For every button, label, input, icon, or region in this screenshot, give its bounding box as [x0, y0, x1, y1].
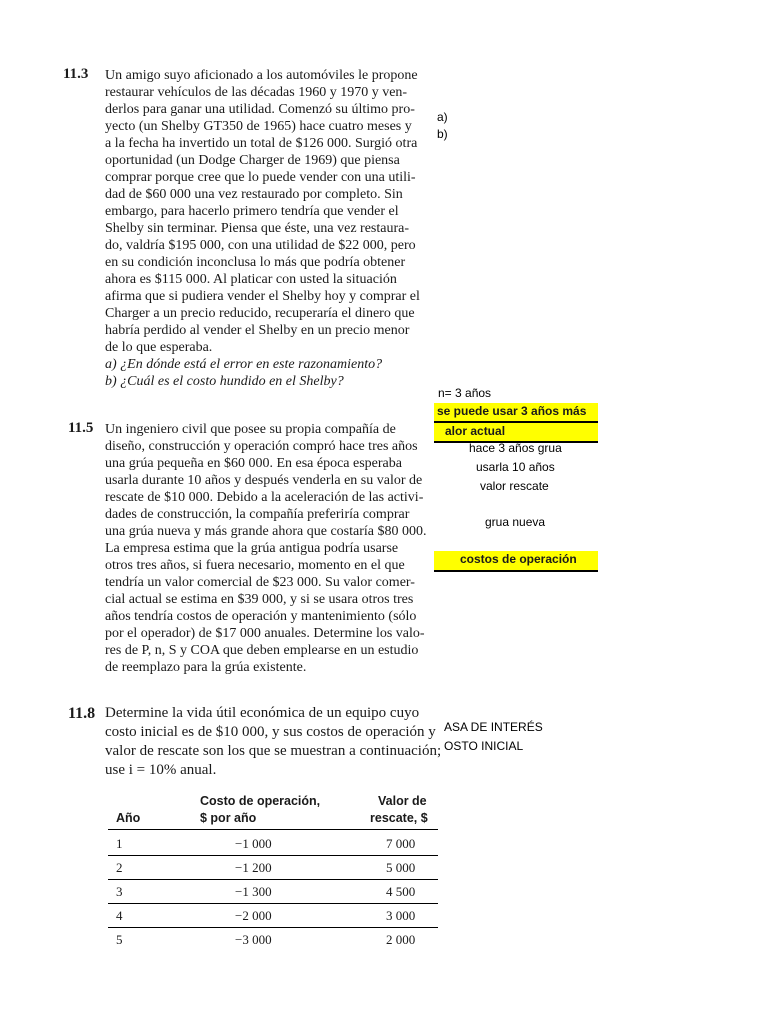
- text-line: cial actual se estima en $39 000, y si se usara otros tres: [105, 592, 414, 607]
- text-line: comprar porque cree que lo puede vender con una utili-: [105, 170, 416, 185]
- table-cell: 7 000: [386, 836, 416, 851]
- margin-note: grua nueva: [485, 515, 546, 529]
- text-line: oportunidad (un Dodge Charger de 1969) que piensa: [105, 153, 400, 168]
- text-line: otros tres años, si fuera necesario, momento en el que: [105, 558, 405, 573]
- table-header-cost: Costo de operación,: [200, 794, 321, 808]
- text-line: de reemplazo para la grúa existente.: [105, 660, 307, 675]
- table-header-salvage: Valor de: [378, 794, 427, 808]
- table-cell: 3 000: [386, 908, 416, 923]
- question-b: b) ¿Cuál es el costo hundido en el Shelby?: [105, 374, 344, 389]
- table-rule: [108, 855, 438, 856]
- note-a: a): [437, 110, 448, 124]
- table-cell: −2 000: [235, 908, 272, 923]
- text-line: Charger a un precio reducido, recuperaría el dinero que: [105, 306, 415, 321]
- text-line: habría perdido al vender el Shelby en un precio menor: [105, 323, 410, 338]
- text-line: yecto (un Shelby GT350 de 1965) hace cuatro meses y: [105, 119, 412, 134]
- table-cell: 3: [116, 884, 123, 899]
- problem-number-11-3: 11.3: [63, 66, 89, 82]
- text-line: tendría un valor comercial de $23 000. Su valor comer-: [105, 575, 415, 590]
- table-header-cost-unit: $ por año: [200, 811, 257, 825]
- text-line: do, valdría $195 000, con una utilidad de $22 000, pero: [105, 238, 416, 253]
- text-line: por el operador) de $17 000 anuales. Determine los valo-: [105, 626, 425, 641]
- text-line: en su condición inconclusa lo más que podría obtener: [105, 255, 406, 270]
- table-rule: [108, 903, 438, 904]
- text-line: afirma que si pudiera vender el Shelby hoy y comprar el: [105, 289, 420, 304]
- text-line: diseño, construcción y operación compró hace tres años: [105, 439, 418, 454]
- text-line: embargo, para hacerlo primero tendría que vender el: [105, 204, 399, 219]
- question-a: a) ¿En dónde está el error en este razonamiento?: [105, 357, 383, 372]
- table-header-salvage-unit: rescate, $: [370, 811, 428, 825]
- text-line: restaurar vehículos de las décadas 1960 y 1970 y ven-: [105, 85, 408, 100]
- margin-note-interest: ASA DE INTERÉS: [444, 720, 543, 734]
- text-line: Shelby sin terminar. Piensa que éste, una vez restaura-: [105, 221, 410, 236]
- table-cell: 2 000: [386, 932, 416, 947]
- table-rule: [108, 829, 438, 830]
- text-line: use i = 10% anual.: [105, 762, 217, 778]
- table-rule: [108, 927, 438, 928]
- text-line: Un amigo suyo aficionado a los automóviles le propone: [105, 68, 418, 83]
- highlight-note: se puede usar 3 años más: [434, 403, 598, 423]
- highlight-note: costos de operación: [434, 551, 598, 572]
- margin-note: hace 3 años grua: [469, 441, 562, 455]
- table-cell: 4: [116, 908, 123, 923]
- text-line: ahora es $115 000. Al platicar con usted la situación: [105, 272, 397, 287]
- text-line: dades de construcción, la compañía preferiría comprar: [105, 507, 410, 522]
- text-line: costo inicial es de $10 000, y sus costos de operación y: [105, 724, 436, 740]
- margin-note-cost: OSTO INICIAL: [444, 739, 524, 753]
- highlight-note: alor actual: [434, 423, 598, 443]
- table-cell: 1: [116, 836, 123, 851]
- table-cell: 5: [116, 932, 123, 947]
- table-cell: 2: [116, 860, 123, 875]
- note-n-years: n= 3 años: [438, 386, 492, 400]
- text-line: Un ingeniero civil que posee su propia compañía de: [105, 422, 396, 437]
- table-header-year: Año: [116, 811, 141, 825]
- table-cell: −1 300: [235, 884, 272, 899]
- table-cell: −1 000: [235, 836, 272, 851]
- text-line: derlos para ganar una utilidad. Comenzó su último pro-: [105, 102, 415, 117]
- problem-number-11-8: 11.8: [68, 705, 96, 722]
- text-line: usarla durante 10 años y después venderla en su valor de: [105, 473, 423, 488]
- text-line: años tendría costos de operación y mantenimiento (sólo: [105, 609, 417, 624]
- table-cell: 5 000: [386, 860, 416, 875]
- table-rule: [108, 879, 438, 880]
- margin-note: valor rescate: [480, 479, 549, 493]
- problem-number-11-5: 11.5: [68, 420, 94, 436]
- margin-note: usarla 10 años: [476, 460, 555, 474]
- text-line: La empresa estima que la grúa antigua podría usarse: [105, 541, 399, 556]
- table-cell: −1 200: [235, 860, 272, 875]
- table-cell: −3 000: [235, 932, 272, 947]
- note-b: b): [437, 127, 448, 141]
- text-line: dad de $60 000 una vez restaurado por completo. Sin: [105, 187, 403, 202]
- text-line: rescate de $10 000. Debido a la aceleración de las activi-: [105, 490, 424, 505]
- text-line: de lo que esperaba.: [105, 340, 213, 355]
- text-line: valor de rescate son los que se muestran a continuación;: [105, 743, 442, 759]
- text-line: una grúa nueva y más grande ahora que costaría $80 000.: [105, 524, 427, 539]
- text-line: Determine la vida útil económica de un equipo cuyo: [105, 705, 420, 721]
- text-line: res de P, n, S y COA que deben emplearse en un estudio: [105, 643, 419, 658]
- table-cell: 4 500: [386, 884, 416, 899]
- text-line: a la fecha ha invertido un total de $126 000. Surgió otra: [105, 136, 418, 151]
- text-line: una grúa pequeña en $60 000. En esa época esperaba: [105, 456, 402, 471]
